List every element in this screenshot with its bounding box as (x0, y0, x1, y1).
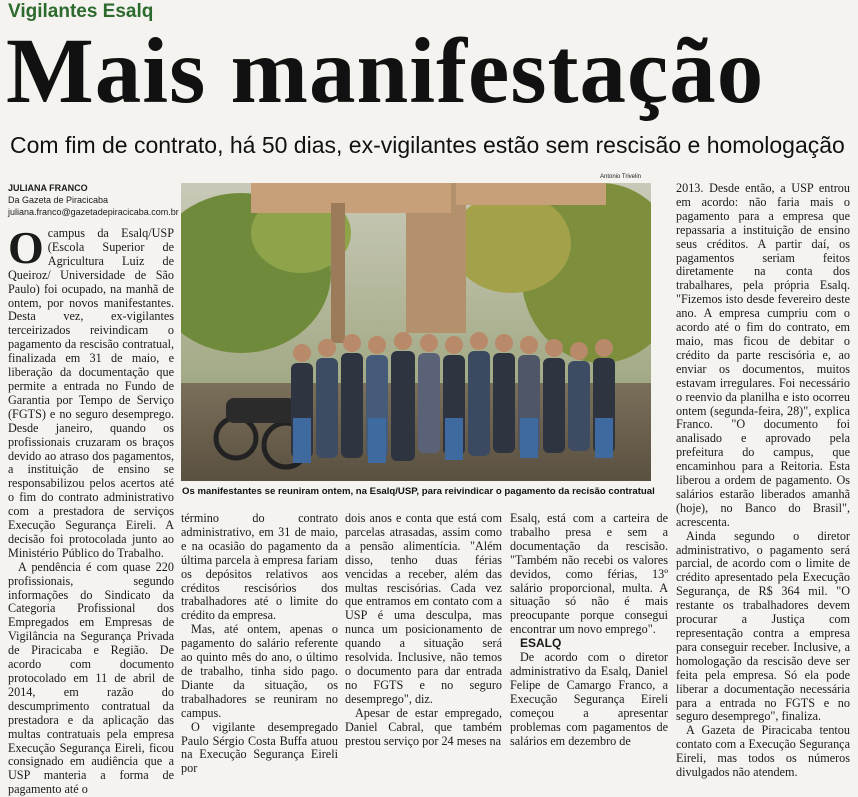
byline-author: JULIANA FRANCO (8, 183, 88, 193)
article-column-1 (8, 222, 174, 797)
paragraph: dois anos e conta que está com parcelas atrasadas, assim como a pensão alimentícia. "Além disso, tenho duas férias vencidas a receber, além das multas rescisórias. Cada vez que entramos em contato com a USP é uma desculpa, mas nunca um posicionamento de quando a situação será resolvida. Inclusive, não temos o documento para dar entrada no FGTS e no seguro desemprego", diz. (345, 511, 502, 706)
paragraph: Apesar de estar empregado, Daniel Cabral, que também prestou serviço por 24 meses na (345, 705, 502, 748)
article-column-5 (676, 182, 850, 780)
paragraph: Ainda segundo o diretor administrativo, o pagamento será parcial, de acordo com o limite de crédito apresentado pela Execução Segurança, de R$ 364 mil. "O restante os trabalhadores devem procurar a Justiça com representação contra a empresa para conseguir receber. Inclusive, a homologação da rescisão deve ser feita pela empresa. Só ela pode liberar a documentação necessária para a entrada no FGTS e no seguro desemprego", finaliza. (676, 528, 850, 724)
news-photo (181, 183, 651, 481)
section-subhead: ESALQ (520, 636, 562, 651)
article-column-3 (345, 512, 502, 748)
paragraph: A pendência é com quase 220 profissionais, segundo informações do Sindicato da Categoria Profissional dos Empregados em Empresas de Vigilância na Segurança Privada de Piracicaba e Região. De acordo com documento protocolado em 11 de abril de 2014, em razão do descumprimento contratual da prestadora e da aplicação das multas contratuais pela empresa Execução Segurança Eireli, ficou consignado em audiência que a USP manteria a forma de pagamento até o (8, 559, 174, 797)
dropcap: O (8, 222, 44, 273)
protest-photo-illustration (181, 183, 651, 481)
paragraph: Esalq, está com a carteira de trabalho presa e sem a documentação da rescisão. "Também não recebi os valores devidos, como férias, 13º salário proporcional, multa. A situação só não é mais preocupante porque consegui encontrar um novo emprego". (510, 511, 668, 637)
byline-org: Da Gazeta de Piracicaba (8, 195, 109, 205)
paragraph: término do contrato administrativo, em 31 de maio, e na ocasião do pagamento da última parcela à empresa fariam os depósitos relativos aos créditos rescisórios dos trabalhadores até o limite do crédito da empresa. (181, 511, 338, 623)
paragraph-text: campus da Esalq/USP (Escola Superior de Agricultura Luiz de Queiroz/ Universidade de São Paulo) foi ocupado, na manhã de ontem, por novos manifestantes. Desta vez, ex-vigilantes terceirizados reivindicam o pagamento da rescisão contratual, finalizada em 31 de maio, e liberação da documentação que permite a entrada no Fundo de Garantia por Tempo de Serviço (FGTS) e no seguro desemprego. Desde janeiro, quando os profissionais cruzaram os braços devido ao atraso dos pagamentos, a instituição de ensino se responsabilizou pelos acertos até o fim do contrato administrativo com a prestadora de serviços Execução Segurança Eireli. A decisão foi protocolada junto ao Ministério Público do Trabalho. (8, 226, 174, 560)
paragraph: A Gazeta de Piracicaba tentou contato com a Execução Segurança Eireli, mas todos os números divulgados não atendem. (676, 723, 850, 780)
byline (8, 182, 179, 218)
photo-credit: Antonio Trivelin (600, 174, 642, 180)
paragraph: 2013. Desde então, a USP entrou em acordo: não faria mais o pagamento para a empresa que repassaria a instituição de ensino seus créditos. A partir daí, os pagamentos seriam feitos diretamente na conta dos trabalhares, pela própria Esalq. "Fizemos isto desde fevereiro deste ano. A empresa cumpriu com o acordo até o fim do contrato, em maio, mas ficou de debitar o crédito da parte rescisória e, ao enviar os documentos, muitos estavam irregulares. Foi necessário o reenvio da planilha e isto ocorreu ontem (segunda-feira, 28)", explica Franco. "O documento foi analisado e aprovado pela prefeitura do campus, que encaminhou para a Reitoria. Esta liberou a ordem de pagamento. Os salários estarão liberados amanhã (hoje), no Banco do Brasil", acrescenta. (676, 181, 850, 529)
byline-email: juliana.franco@gazetadepiracicaba.com.br (8, 207, 179, 217)
lead-paragraph (8, 222, 174, 561)
article-column-4 (510, 512, 668, 748)
paragraph: Mas, até ontem, apenas o pagamento do salário referente ao quinto mês do ano, o último de trabalho, tinha sido pago. Diante da situação, os trabalhadores se reuniram no campus. (181, 622, 338, 720)
paragraph: O vigilante desempregado Paulo Sérgio Costa Buffa atuou na Execução Segurança Eireli por (181, 719, 338, 776)
paragraph: De acordo com o diretor administrativo da Esalq, Daniel Felipe de Camargo Franco, a Execução Segurança Eireli começou a apresentar problemas com pagamentos de salários em dezembro de (510, 650, 668, 748)
subtitle: Com fim de contrato, há 50 dias, ex-vigilantes estão sem rescisão e homologação (10, 132, 845, 158)
article-column-2 (181, 512, 338, 776)
photo-caption: Os manifestantes se reuniram ontem, na Esalq/USP, para reivindicar o pagamento da recisão contratual (182, 486, 655, 497)
headline: Mais manifestação (6, 20, 765, 123)
section-kicker: Vigilantes Esalq (8, 1, 154, 22)
